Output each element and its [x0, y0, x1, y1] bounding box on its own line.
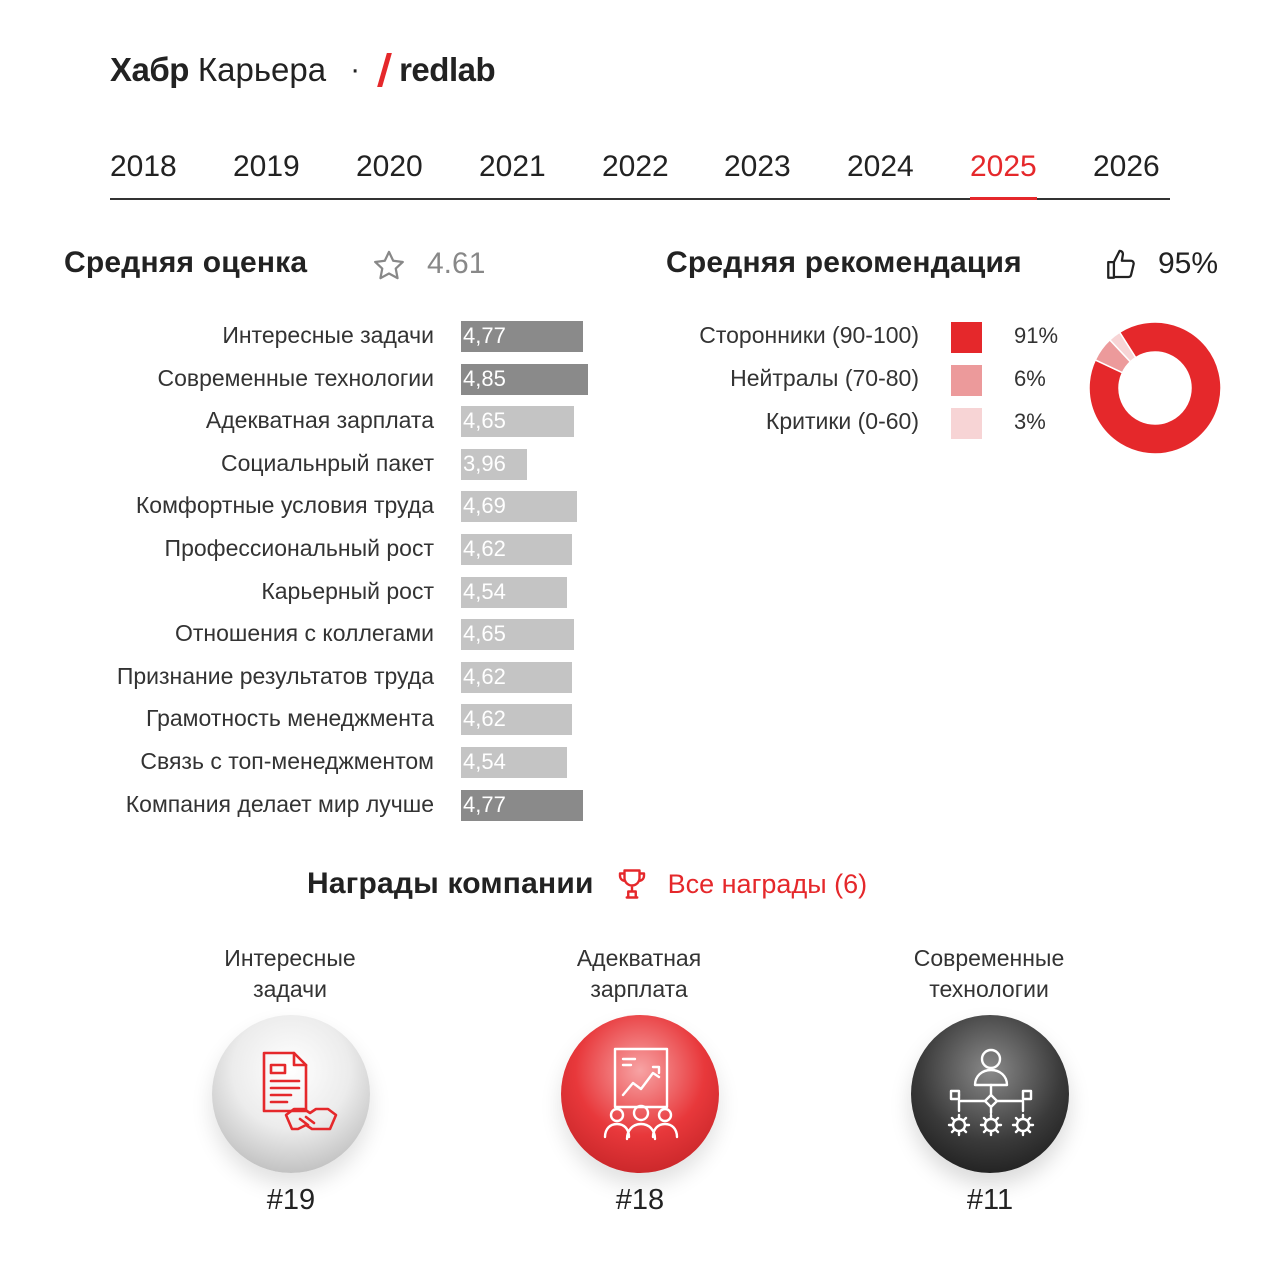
tab-year[interactable]: 2022 — [602, 150, 669, 183]
award-title-line: Современные — [913, 945, 1065, 971]
rating-item-label: Современные технологии — [157, 365, 434, 391]
rating-bar-value: 4,69 — [463, 493, 506, 518]
rating-item-label: Профессиональный рост — [164, 535, 434, 561]
rating-bar-value: 4,65 — [463, 621, 506, 646]
rating-item-label: Карьерный рост — [261, 578, 434, 604]
tab-year[interactable]: 2026 — [1093, 150, 1160, 183]
rating-bar-value: 4,62 — [463, 706, 506, 731]
all-awards-link[interactable]: Все награды (6) — [667, 868, 868, 899]
rating-item-label: Интересные задачи — [222, 322, 434, 348]
rating-item-label: Комфортные условия труда — [135, 492, 434, 518]
rating-bar-value: 4,85 — [463, 366, 506, 391]
thumbs-up-icon — [1103, 248, 1139, 282]
rating-item-label: Грамотность менеджмента — [145, 705, 434, 731]
recommendation-percent: 95% — [1158, 247, 1219, 280]
brand-habr: Хабр — [110, 51, 189, 88]
awards-title: Награды компании — [307, 867, 594, 900]
award-title-line: Адекватная — [576, 945, 702, 971]
award-title-line: Интересные — [224, 945, 356, 971]
award-title — [519, 943, 759, 1005]
tab-year-active[interactable]: 2025 — [970, 150, 1037, 183]
rating-bar-value: 4,54 — [463, 579, 506, 604]
trophy-icon — [614, 866, 650, 902]
star-icon — [370, 248, 408, 284]
rating-item-label: Связь с топ-менеджментом — [140, 748, 434, 774]
rating-average: 4.61 — [427, 247, 486, 280]
rating-bar-value: 4,65 — [463, 408, 506, 433]
legend-value-critics: 3% — [1014, 409, 1046, 434]
rating-bar-value: 4,77 — [463, 792, 506, 817]
rating-bar-value: 4,54 — [463, 749, 506, 774]
rating-bar-value: 4,77 — [463, 323, 506, 348]
recommendation-donut-chart — [1088, 321, 1222, 455]
legend-label-critics: Критики (0-60) — [765, 408, 919, 434]
year-tabs — [110, 146, 1170, 200]
awards-header — [307, 866, 867, 902]
award-badge[interactable] — [212, 1015, 370, 1173]
tab-year[interactable]: 2018 — [110, 150, 177, 183]
legend-value-neutrals: 6% — [1014, 366, 1046, 391]
growth-chart-team-icon — [593, 1045, 689, 1145]
legend-value-promoters: 91% — [1014, 323, 1059, 348]
rating-item-label: Адекватная зарплата — [205, 407, 434, 433]
brand-career: Карьера — [197, 51, 327, 88]
tab-year[interactable]: 2023 — [724, 150, 791, 183]
award-rank: #18 — [615, 1184, 665, 1216]
rating-item-label: Компания делает мир лучше — [125, 791, 434, 817]
award-rank: #19 — [266, 1184, 316, 1216]
award-title-line: задачи — [253, 976, 327, 1002]
award-title — [170, 943, 410, 1005]
rating-bar-value: 4,62 — [463, 536, 506, 561]
legend-swatch-neutrals — [951, 365, 982, 396]
legend-swatch-critics — [951, 408, 982, 439]
legend-swatch-promoters — [951, 322, 982, 353]
brand-separator: · — [350, 53, 361, 86]
award-badge[interactable] — [561, 1015, 719, 1173]
rating-title: Средняя оценка — [64, 246, 308, 279]
redlab-slash-icon — [377, 53, 392, 87]
award-title-line: зарплата — [590, 976, 688, 1002]
rating-bar-value: 3,96 — [463, 451, 506, 476]
award-rank: #11 — [966, 1184, 1014, 1216]
rating-item-label: Признание результатов труда — [116, 663, 434, 689]
tab-year[interactable]: 2020 — [356, 150, 423, 183]
rating-item-label: Социальнрый пакет — [220, 450, 434, 476]
contract-handshake-icon — [256, 1049, 346, 1141]
tab-year[interactable]: 2021 — [479, 150, 546, 183]
award-badge[interactable] — [911, 1015, 1069, 1173]
legend-label-promoters: Сторонники (90-100) — [699, 322, 919, 348]
recommendation-title: Средняя рекомендация — [666, 246, 1022, 279]
tab-year[interactable]: 2024 — [847, 150, 914, 183]
rating-item-label: Отношения с коллегами — [174, 620, 434, 646]
legend-label-neutrals: Нейтралы (70-80) — [730, 365, 919, 391]
award-title — [869, 943, 1109, 1005]
brand-redlab: redlab — [399, 51, 496, 88]
tab-year[interactable]: 2019 — [233, 150, 300, 183]
award-title-line: технологии — [929, 976, 1049, 1002]
person-gears-network-icon — [941, 1045, 1041, 1145]
rating-bar-value: 4,62 — [463, 664, 506, 689]
brand-header — [110, 48, 495, 92]
